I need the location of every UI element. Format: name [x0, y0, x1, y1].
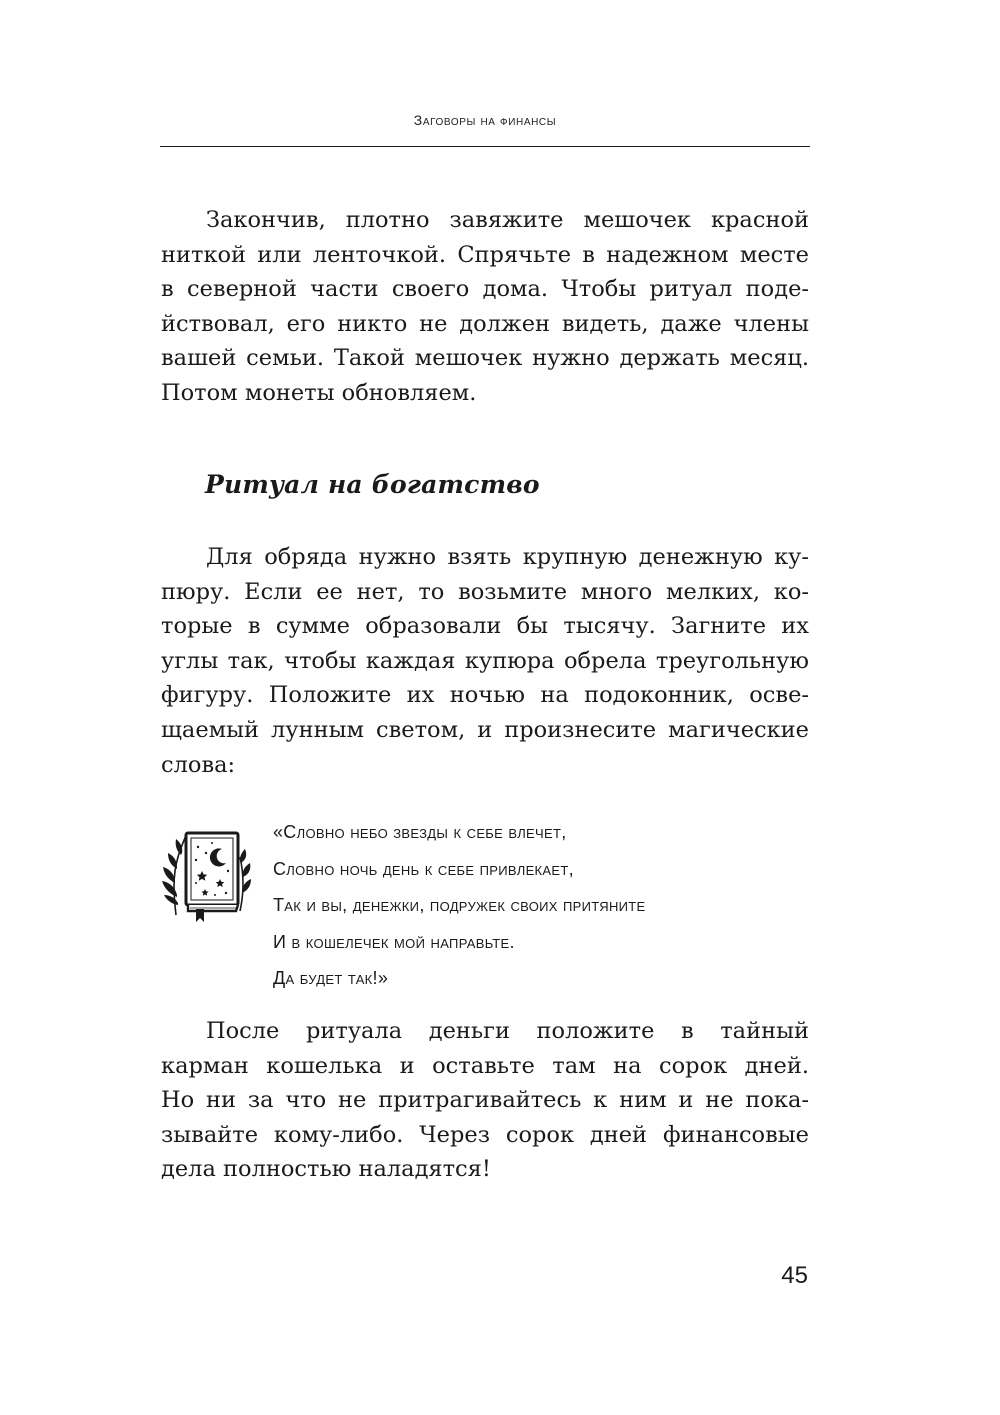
paragraph-line: слова:	[161, 751, 236, 778]
paragraph-line: фигуру. Положите их ночью на подоконник, осве-	[161, 682, 809, 709]
section-heading: Ритуал на богатство	[205, 470, 540, 499]
paragraph-line: пюру. Если ее нет, то возьмите много мелких, ко-	[161, 578, 809, 605]
paragraph-line: дела полностью наладятся!	[161, 1156, 491, 1183]
paragraph-1	[161, 203, 809, 411]
paragraph-line: йствовал, его никто не должен видеть, даже члены	[161, 310, 809, 337]
paragraph-line: зывайте кому-либо. Через сорок дней финансовые	[161, 1121, 809, 1148]
paragraph-line: вашей семьи. Такой мешочек нужно держать месяц.	[161, 345, 809, 372]
verse-line: Словно ночь день к себе привлекает,	[273, 858, 574, 879]
paragraph-line: щаемый лунным светом, и произнесите магические	[161, 716, 809, 743]
paragraph-line: углы так, чтобы каждая купюра обрела треугольную	[161, 647, 809, 674]
paragraph-3	[161, 1014, 809, 1187]
verse-line: «Словно небо звезды к себе влечет,	[273, 822, 567, 842]
running-head: Заговоры на финансы	[413, 112, 557, 128]
paragraph-line: Потом монеты обновляем.	[161, 379, 477, 406]
paragraph-2	[161, 540, 809, 782]
spell-book-icon	[160, 827, 252, 923]
page-number: 45	[781, 1262, 808, 1289]
paragraph-line: Но ни за что не притрагивайтесь к ним и не пока-	[161, 1087, 809, 1114]
paragraph-line: Закончив, плотно завяжите мешочек красной	[206, 207, 809, 233]
header-rule	[160, 146, 810, 147]
paragraph-line: торые в сумме образовали бы тысячу. Загните их	[161, 613, 809, 640]
verse-line: И в кошелечек мой направьте.	[273, 931, 515, 952]
paragraph-line: Для обряда нужно взять крупную денежную ку-	[206, 544, 809, 570]
incantation-verse	[273, 814, 793, 997]
verse-line: Так и вы, денежки, подружек своих притяните	[273, 895, 646, 916]
paragraph-line: в северной части своего дома. Чтобы ритуал поде-	[161, 276, 809, 303]
paragraph-line: ниткой или ленточкой. Спрячьте в надежном месте	[161, 241, 809, 268]
paragraph-line: карман кошелька и оставьте там на сорок дней.	[161, 1052, 809, 1079]
paragraph-line: После ритуала деньги положите в тайный	[206, 1018, 809, 1044]
verse-line: Да будет так!»	[273, 968, 389, 989]
